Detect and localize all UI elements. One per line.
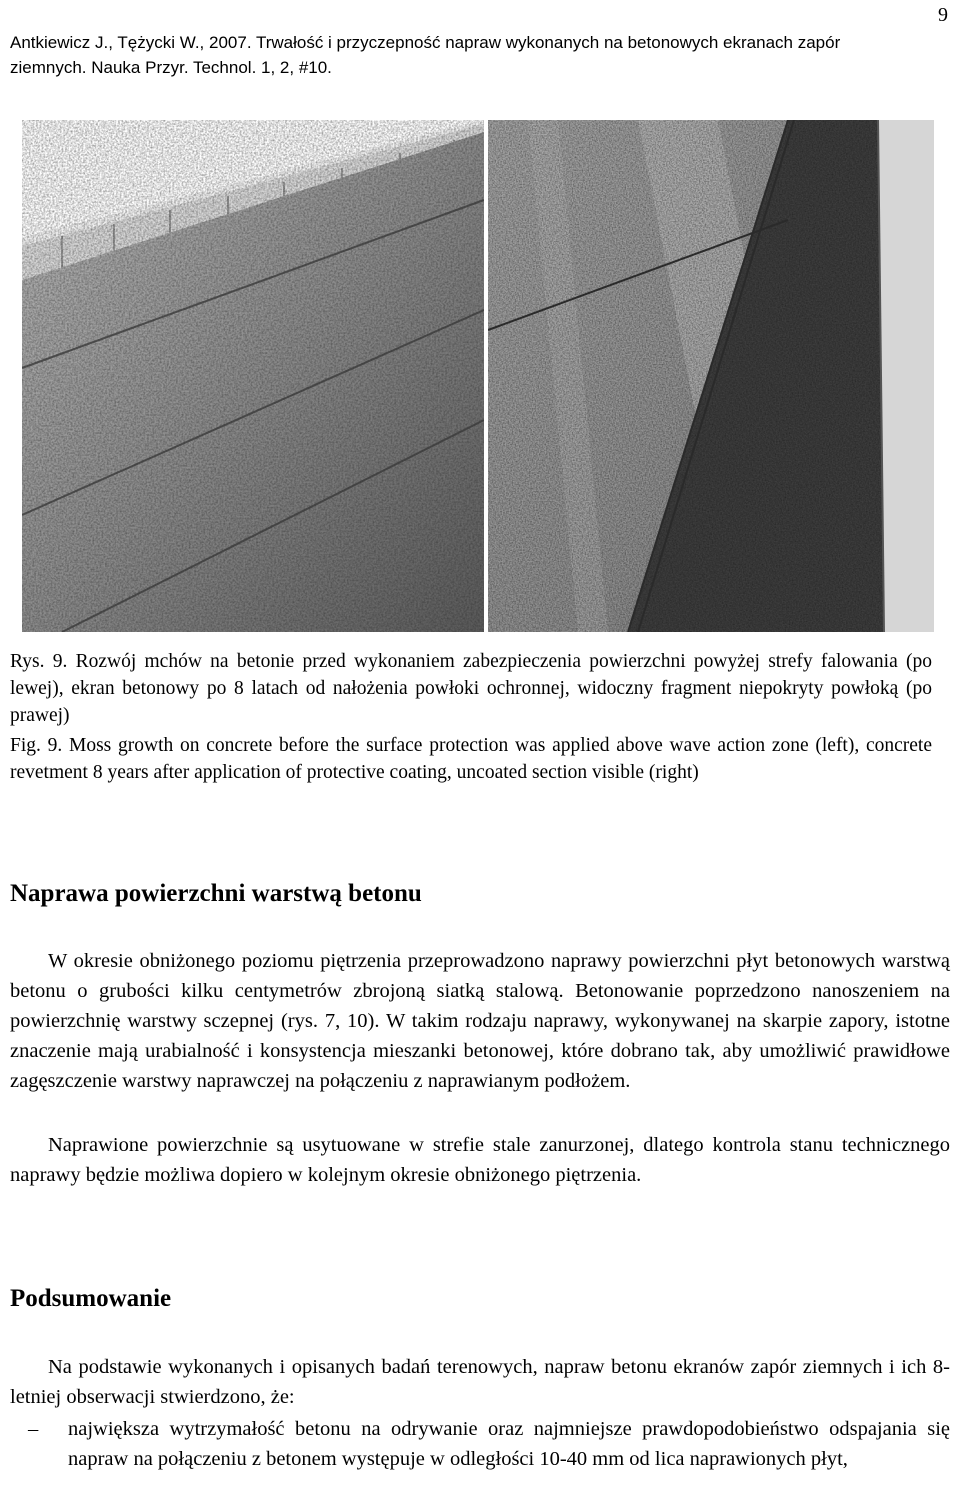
photo-left-moss-concrete	[22, 120, 484, 632]
summary-conclusions-list	[10, 1414, 950, 1474]
figure-caption-polish: Rys. 9. Rozwój mchów na betonie przed wykonaniem zabezpieczenia powierzchni powyżej strefy falowania (po lewej), ekran betonowy po 8 latach od nałożenia powłoki ochronnej, widoczny fragment niepokryty powłoką (po prawej)	[10, 651, 932, 726]
page-number: 9	[938, 4, 948, 26]
section-heading-summary: Podsumowanie	[10, 1285, 172, 1312]
paragraph-summary-intro: Na podstawie wykonanych i opisanych badań terenowych, napraw betonu ekranów zapór ziemnych i ich 8-letniej obserwacji stwierdzono, że:	[10, 1356, 950, 1408]
paragraph-repair-2: Naprawione powierzchnie są usytuowane w strefie stale zanurzonej, dlatego kontrola stanu technicznego naprawy będzie możliwa dopiero w kolejnym okresie obniżonego piętrzenia.	[10, 1134, 950, 1186]
figure-9	[22, 120, 934, 632]
photo-right-revetment	[488, 120, 934, 632]
section-heading-repair: Naprawa powierzchni warstwą betonu	[10, 880, 422, 907]
paragraph-repair-1: W okresie obniżonego poziomu piętrzenia przeprowadzono naprawy powierzchni płyt betonowych warstwą betonu o grubości kilku centymetrów zbrojoną siatką stalową. Betonowanie poprzedzono nanoszeniem na powierzchnię warstwy sczepnej (rys. 7, 10). W takim rodzaju naprawy, wykonywanej na skarpie zapory, istotne znaczenie mają urabialność i konsystencja mieszanki betonowej, które dobrano tak, aby umożliwić prawidłowe zagęszczenie warstwy naprawczej na połączeniu z naprawianym podłożem.	[10, 950, 950, 1092]
list-item-text: największa wytrzymałość betonu na odrywanie oraz najmniejsze prawdopodobieństwo odspajania się napraw na połączeniu z betonem występuje w odległości 10-40 mm od lica naprawionych płyt,	[68, 1418, 950, 1470]
list-dash: –	[28, 1418, 39, 1440]
list-item	[10, 1414, 950, 1474]
running-head: Antkiewicz J., Tężycki W., 2007. Trwałość i przyczepność napraw wykonanych na betonowych ekranach zapór ziemnych. Nauka Przyr. Technol. 1, 2, #10.	[10, 33, 841, 77]
figure-caption-english: Fig. 9. Moss growth on concrete before the surface protection was applied above wave action zone (left), concrete revetment 8 years after application of protective coating, uncoated section visible (right)	[10, 735, 932, 783]
